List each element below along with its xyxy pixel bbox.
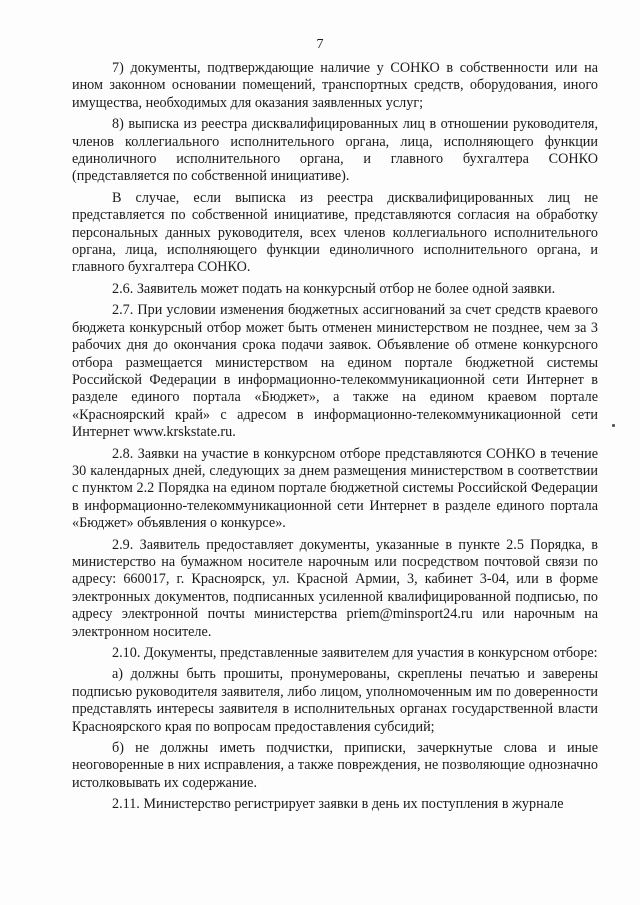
paragraph-2-10: 2.10. Документы, представленные заявителем для участия в конкурсном отборе: (112, 645, 598, 661)
paragraph-item-7: 7) документы, подтверждающие наличие у СОНКО в собственности или на ином законном основании помещений, транспортных средств, оборудования, иного имущества, необходимых для оказания заявленных услуг; (72, 60, 598, 111)
paragraph-2-10-b: б) не должны иметь подчистки, приписки, зачеркнутые слова и иные неоговоренные в них исправления, а также повреждения, не позволяющие однозначно истолковывать их содержание. (72, 740, 598, 791)
paragraph-2-9: 2.9. Заявитель предоставляет документы, указанные в пункте 2.5 Порядка, в министерство на бумажном носителе нарочным или посредством почтовой связи по адресу: 660017, г. Красноярск, ул. Красной Армии, 3, кабинет 3-04, или в форме электронных документов, подписанных усиленной квалифицированной подписью, по адресу электронной почты министерства priem@minsport24.ru или нарочным на электронном носителе. (72, 536, 598, 640)
paragraph-2-8: 2.8. Заявки на участие в конкурсном отборе представляются СОНКО в течение 30 календарных дней, следующих за днем размещения министерством в соответствии с пунктом 2.2 Порядка на едином портале бюджетной системы Российской Федерации в информационно-телекоммуникационной сети Интернет в разделе единого портала «Бюджет» объявления о конкурсе». (72, 445, 598, 532)
paragraph-2-6: 2.6. Заявитель может подать на конкурсный отбор не более одной заявки. (112, 280, 556, 297)
paragraph-2-11: 2.11. Министерство регистрирует заявки в день их поступления в журнале (112, 796, 564, 813)
paragraph-consent-note: В случае, если выписка из реестра дисквалифицированных лиц не представляется по собственной инициативе, представляются согласия на обработку персональных данных руководителя, всех членов коллегиального исполнительного органа, лица, исполняющего функции единоличного исполнительного органа, и главного бухгалтера СОНКО. (72, 189, 598, 276)
paragraph-2-7: 2.7. При условии изменения бюджетных ассигнований за счет средств краевого бюджета конкурсный отбор может быть отменен министерством не позднее, чем за 3 рабочих дня до окончания срока подачи заявок. Объявление об отмене конкурсного отбора размещается министерством на едином портале бюджетной системы Российской Федерации в информационно-телекоммуникационной сети Интернет в разделе единого портала «Бюджет», а также на едином краевом портале «Красноярский край» с адресом в информационно-телекоммуникационной сети Интернет www.krskstate.ru. (72, 302, 598, 441)
paragraph-2-10-a: а) должны быть прошиты, пронумерованы, скреплены печатью и заверены подписью руководителя заявителя, либо лицом, уполномоченным им по доверенности представлять интересы заявителя в исполнительных органах государственной власти Красноярского края по вопросам предоставления субсидий; (72, 666, 598, 735)
scan-speck (612, 424, 615, 427)
page-number: 7 (316, 37, 324, 52)
paragraph-item-8: 8) выписка из реестра дисквалифицированных лиц в отношении руководителя, членов коллегиального исполнительного органа, лица, исполняющего функции единоличного исполнительного органа, и главного бухгалтера СОНКО (представляется по собственной инициативе). (72, 116, 598, 185)
document-body (72, 60, 598, 818)
